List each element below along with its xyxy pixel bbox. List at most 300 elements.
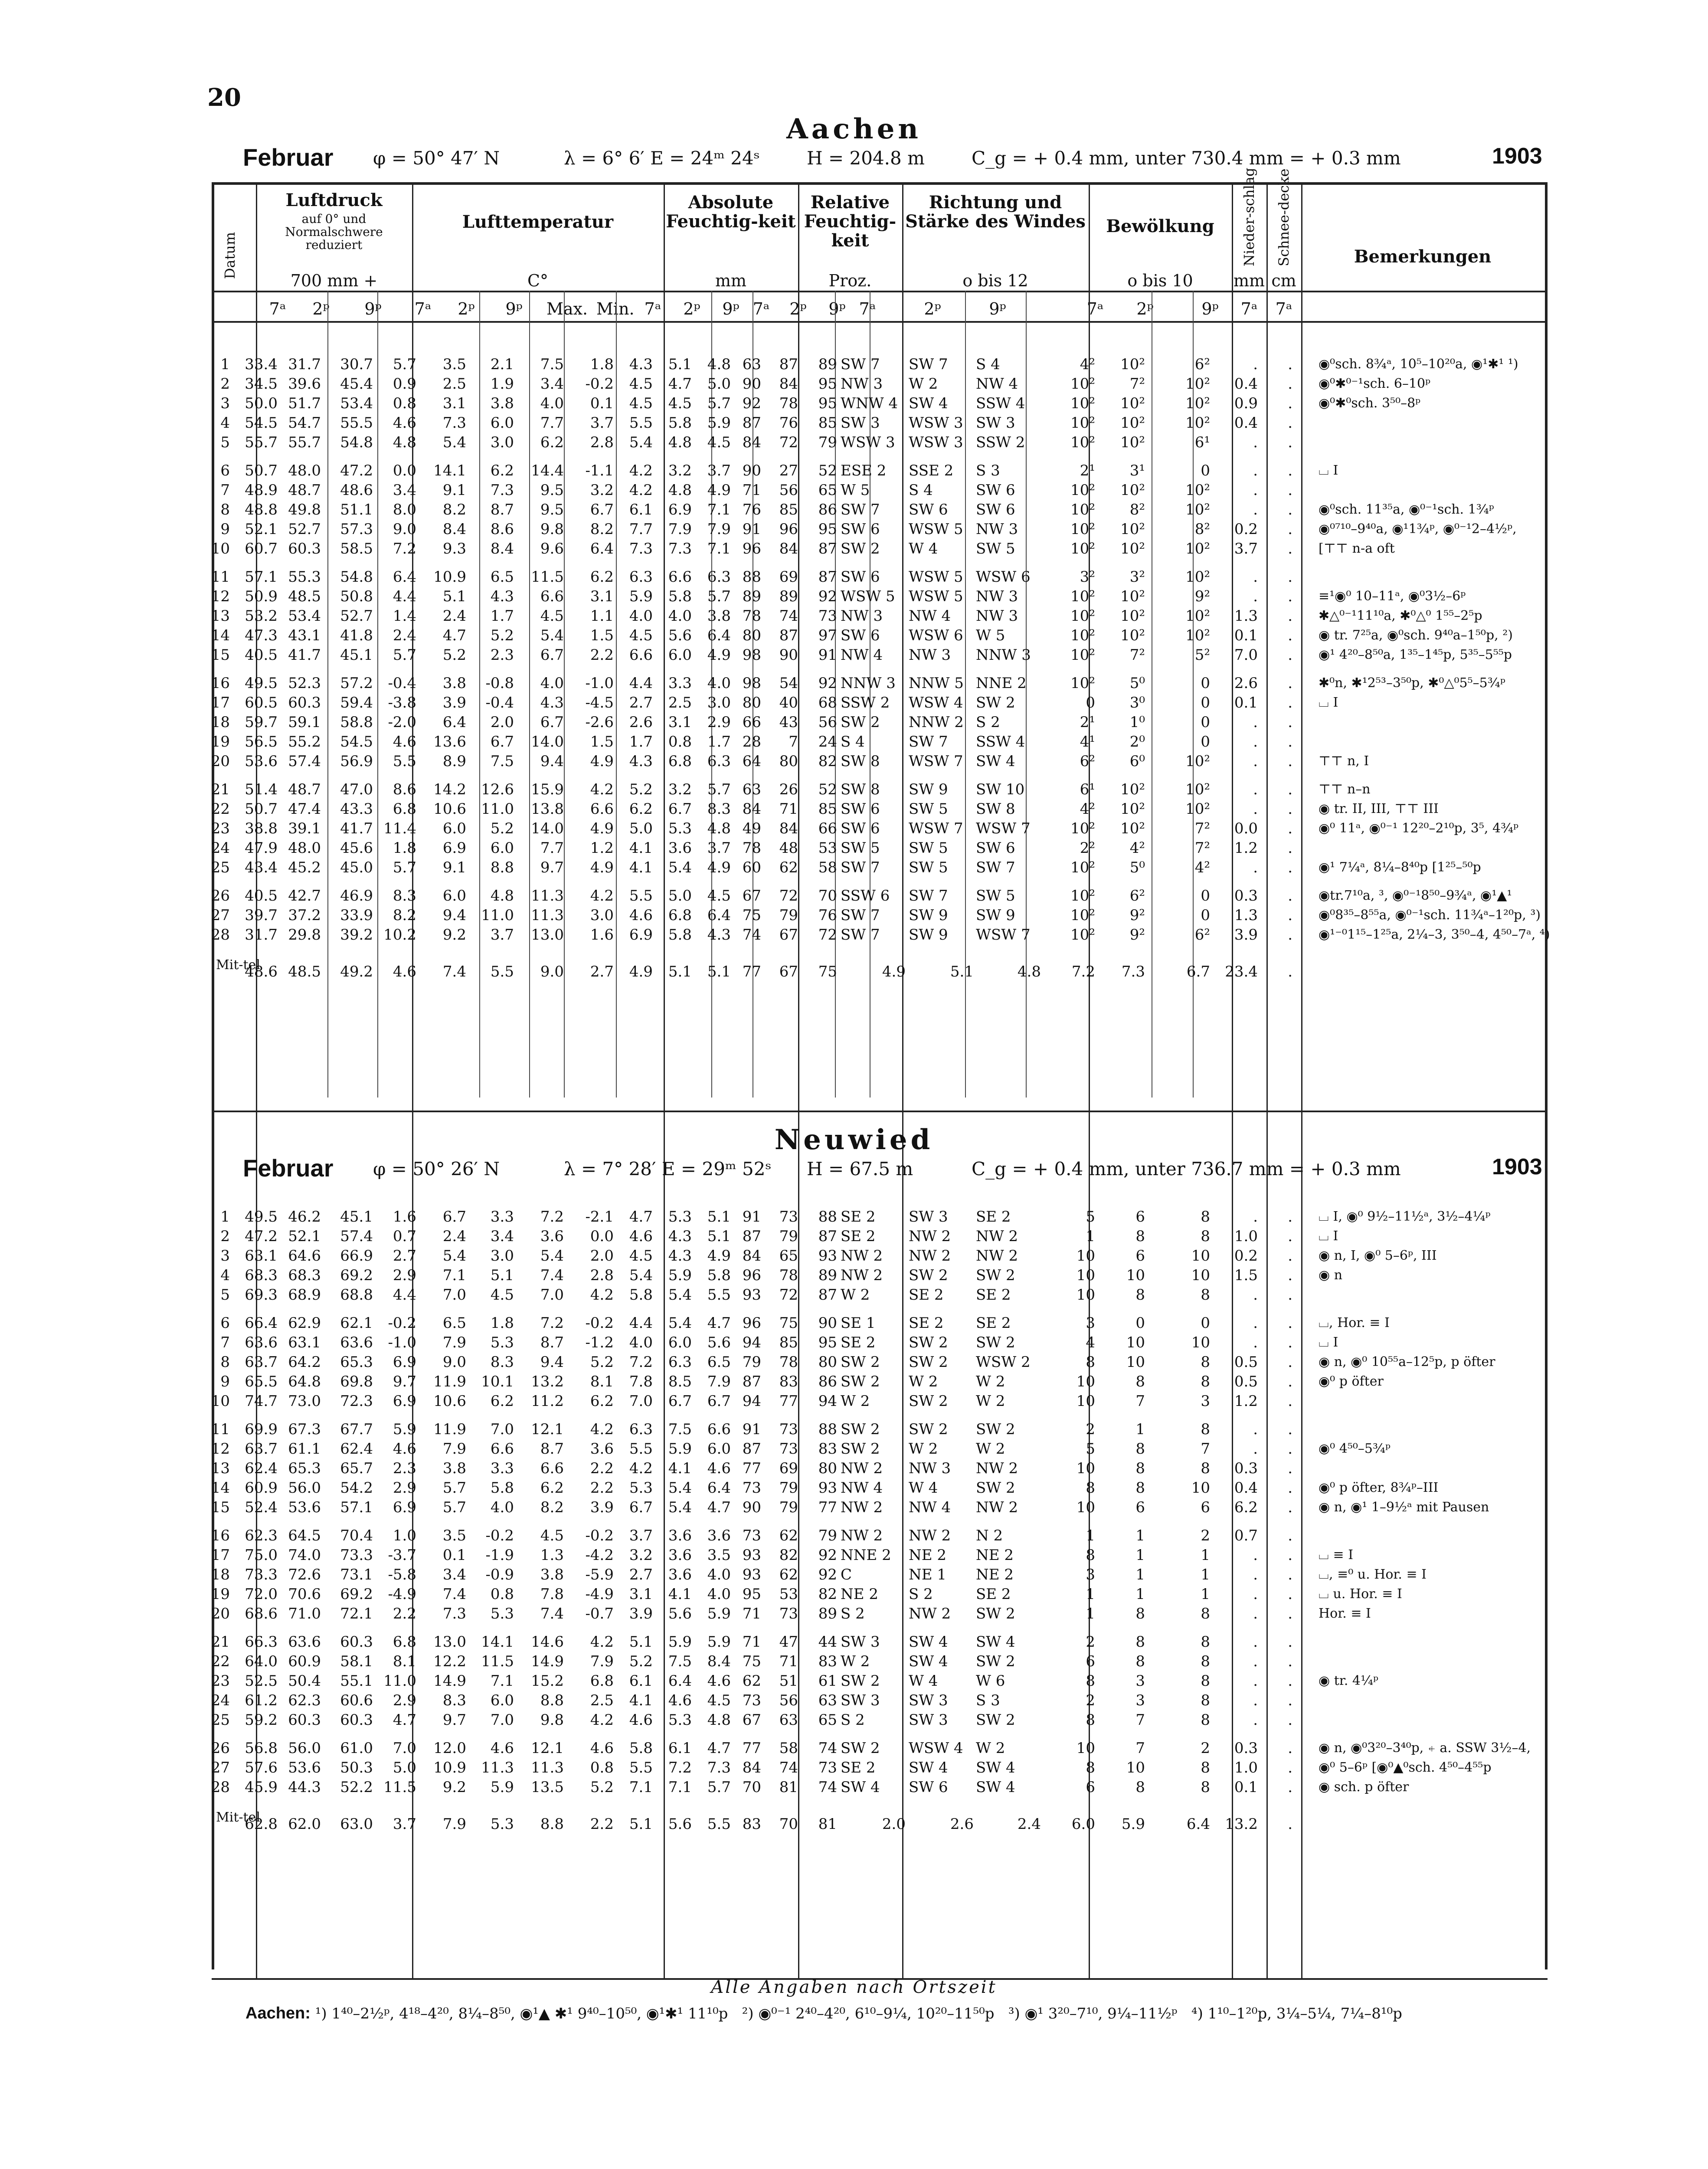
cell: 7.3: [629, 540, 653, 557]
cell: 62.3: [288, 1692, 321, 1709]
cell: 80: [779, 753, 798, 770]
cell: SSW 4: [976, 733, 1025, 750]
cell: 1: [1201, 1566, 1210, 1583]
cell: 60.3: [288, 694, 321, 711]
table-row: [0, 434, 1708, 451]
cell: 2.3: [393, 1460, 416, 1477]
cell: 4.4: [393, 1286, 416, 1304]
cell: 10: [1076, 1392, 1095, 1410]
cell: 10²: [1120, 607, 1145, 625]
header-bewoelkung: Bewölkung: [1106, 216, 1214, 236]
cell: 94: [742, 1392, 761, 1410]
cell: 73: [818, 607, 837, 625]
subheader-13: 9ᵖ: [828, 299, 846, 318]
cell: 39.1: [288, 820, 321, 837]
cell: 53: [818, 839, 837, 857]
cell: 50.7: [245, 462, 278, 479]
cell: 58.8: [340, 714, 373, 731]
cell: 6.7: [629, 1499, 653, 1516]
cell: W 2: [976, 1373, 1005, 1390]
cell: 80: [818, 1460, 837, 1477]
cell: 52.4: [245, 1499, 278, 1516]
cell: 87: [818, 1228, 837, 1245]
cell: 0.9: [393, 375, 416, 393]
cell: 12: [211, 588, 230, 605]
mittel-cell: 48.5: [288, 963, 321, 980]
cell: 4.2: [590, 1286, 614, 1304]
cell: 10: [211, 540, 230, 557]
table-row: [0, 733, 1708, 750]
cell: 78: [742, 839, 761, 857]
table-row: [0, 1208, 1708, 1225]
cell: SW 3: [841, 1633, 880, 1651]
cell: 2.7: [393, 1247, 416, 1265]
cell: 5.0: [393, 1759, 416, 1776]
cell: 17: [211, 694, 230, 711]
cell: 5.9: [393, 1421, 416, 1438]
cell: 1: [1135, 1421, 1145, 1438]
cell: 75: [742, 1653, 761, 1670]
cell: 1: [1135, 1586, 1145, 1603]
cell: 6: [220, 1314, 230, 1332]
cell: 14.9: [433, 1672, 466, 1690]
cell: 11.9: [433, 1421, 466, 1438]
cell: 6.3: [629, 568, 653, 586]
cell: 4.0: [707, 1586, 731, 1603]
cell: NW 2: [909, 1605, 951, 1622]
cell: 64.0: [245, 1653, 278, 1670]
cell: NE 2: [976, 1546, 1014, 1564]
cell: SW 2: [976, 1267, 1015, 1284]
mittel-cell: 7.3: [1121, 963, 1145, 980]
cell: .: [1288, 375, 1292, 393]
cell: 72: [779, 434, 798, 451]
cell: 6.4: [442, 714, 466, 731]
cell: 4.5: [540, 1527, 564, 1544]
cell: 89: [742, 588, 761, 605]
cell: 0.1: [442, 1546, 466, 1564]
table-row: [0, 1633, 1708, 1651]
cell: 7.0: [393, 1740, 416, 1757]
cell: 24: [211, 1692, 230, 1709]
cell: -0.4: [388, 675, 416, 692]
cell: 28: [211, 926, 230, 944]
cell: 2: [1086, 1421, 1095, 1438]
cell: 98: [742, 646, 761, 664]
remark: ◉⁰✱⁰sch. 3⁵⁰–8ᵖ: [1319, 396, 1421, 411]
header-niederschlag: Nieder-schlag: [1241, 167, 1257, 266]
cell: 15: [211, 646, 230, 664]
mittel-cell: 5.1: [950, 963, 974, 980]
cell: 6.0: [707, 1440, 731, 1458]
cell: 5.3: [490, 1334, 514, 1351]
cell: .: [1288, 627, 1292, 644]
cell: .: [1253, 1672, 1258, 1690]
cell: 6.7: [668, 800, 692, 818]
remark: ◉ n: [1319, 1268, 1343, 1283]
cell: 8.5: [668, 1373, 692, 1390]
cell: .: [1288, 1421, 1292, 1438]
cell: 10²: [1185, 501, 1210, 518]
cell: 44.3: [288, 1779, 321, 1796]
cell: 0.1: [1234, 1779, 1258, 1796]
cell: 0.0: [1234, 820, 1258, 837]
cell: 8: [1201, 1605, 1210, 1622]
remark: ◉¹ 7¼ᵃ, 8¼–8⁴⁰p [1²⁵–⁵⁰p: [1319, 860, 1481, 875]
cell: 23: [211, 820, 230, 837]
cell: 22: [211, 1653, 230, 1670]
cell: 5.1: [629, 1633, 653, 1651]
cell: 6.4: [590, 540, 614, 557]
cell: NW 2: [909, 1527, 951, 1544]
cell: 3.1: [629, 1586, 653, 1603]
cell: SE 2: [976, 1314, 1011, 1332]
cell: 92: [742, 395, 761, 412]
cell: 3.6: [668, 1527, 692, 1544]
cell: 6.9: [393, 1392, 416, 1410]
cell: 11.3: [531, 887, 564, 904]
remark: ⊤⊤ n–n: [1319, 782, 1371, 797]
cell: 10: [1191, 1247, 1210, 1265]
cell: 10²: [1070, 521, 1095, 538]
cell: 8: [1201, 1779, 1210, 1796]
cell: 4.7: [393, 1711, 416, 1729]
cell: 30.7: [340, 356, 373, 373]
cell: 1: [1086, 1228, 1095, 1245]
cell: .: [1253, 1208, 1258, 1225]
cell: 7.1: [707, 540, 731, 557]
cell: 5.7: [442, 1479, 466, 1497]
remark: ⌴ I: [1319, 1229, 1338, 1244]
cell: 24: [211, 839, 230, 857]
cell: 7.3: [490, 482, 514, 499]
cell: 4.0: [540, 395, 564, 412]
cell: 75: [779, 1314, 798, 1332]
cell: 5.2: [590, 1779, 614, 1796]
cell: 73.3: [245, 1566, 278, 1583]
cell: .: [1288, 733, 1292, 750]
cell: 0: [1201, 907, 1210, 924]
cell: 6.0: [490, 1692, 514, 1709]
cell: NW 3: [841, 375, 883, 393]
cell: 0.3: [1234, 887, 1258, 904]
cell: 6.7: [540, 714, 564, 731]
cell: 47: [779, 1633, 798, 1651]
cell: 10: [1126, 1267, 1145, 1284]
cell: S 4: [909, 482, 933, 499]
table-row: [0, 356, 1708, 373]
cell: 52.1: [245, 521, 278, 538]
table-row: [0, 395, 1708, 412]
cell: 91: [818, 646, 837, 664]
cell: WSW 5: [909, 588, 963, 605]
cell: 1⁰: [1129, 714, 1145, 731]
cell: 43.1: [288, 627, 321, 644]
cell: .: [1288, 414, 1292, 432]
cell: 81: [779, 1779, 798, 1796]
cell: 78: [779, 1267, 798, 1284]
cell: 1.1: [590, 607, 614, 625]
mittel-cell: 9.0: [540, 963, 564, 980]
cell: 86: [818, 501, 837, 518]
cell: 3.2: [668, 781, 692, 798]
cell: -0.2: [388, 1314, 416, 1332]
cell: 6.7: [668, 1392, 692, 1410]
table-row: [0, 1479, 1708, 1497]
cell: 45.0: [340, 859, 373, 876]
cell: 96: [742, 1267, 761, 1284]
cell: 14.2: [433, 781, 466, 798]
cell: WNW 4: [841, 395, 898, 412]
cell: 87: [818, 568, 837, 586]
cell: 66.3: [245, 1633, 278, 1651]
cell: 4.5: [629, 1247, 653, 1265]
cell: 67.7: [340, 1421, 373, 1438]
cell: 3.7: [707, 839, 731, 857]
cell: 8: [1135, 1605, 1145, 1622]
cell: W 2: [976, 1740, 1005, 1757]
cell: 9.7: [393, 1373, 416, 1390]
cell: 72: [818, 926, 837, 944]
cell: 3.1: [590, 588, 614, 605]
cell: SW 6: [976, 501, 1015, 518]
cell: 6.3: [707, 753, 731, 770]
cell: NNW 2: [909, 714, 964, 731]
cell: .: [1288, 1605, 1292, 1622]
cell: 74.7: [245, 1392, 278, 1410]
cell: 41.7: [288, 646, 321, 664]
cell: 17: [211, 1546, 230, 1564]
cell: 46.9: [340, 887, 373, 904]
cell: 9.2: [442, 1779, 466, 1796]
cell: .: [1288, 501, 1292, 518]
cell: 72.3: [340, 1392, 373, 1410]
cell: 92: [818, 675, 837, 692]
cell: 65.3: [288, 1460, 321, 1477]
cell: 8.7: [540, 1440, 564, 1458]
cell: 26: [211, 887, 230, 904]
mittel-cell: 4.9: [629, 963, 653, 980]
cell: WSW 6: [976, 568, 1031, 586]
mittel-cell: 48.6: [245, 963, 278, 980]
cell: 13.0: [531, 926, 564, 944]
cell: 0.5: [1234, 1353, 1258, 1371]
cell: 3.2: [590, 482, 614, 499]
cell: 3.8: [707, 607, 731, 625]
cell: SW 3: [909, 1711, 948, 1729]
mittel-cell: 7.2: [1071, 963, 1095, 980]
cell: 4.4: [393, 588, 416, 605]
cell: 6.6: [707, 1421, 731, 1438]
mittel-cell: 62.0: [288, 1815, 321, 1833]
cell: SW 2: [841, 1353, 880, 1371]
cell: 0.4: [1234, 1479, 1258, 1497]
cell: 50.4: [288, 1672, 321, 1690]
remark: ⌴ I: [1319, 1335, 1338, 1350]
cell: 10: [1076, 1740, 1095, 1757]
cell: 2.4: [442, 607, 466, 625]
cell: 10²: [1185, 482, 1210, 499]
cell: S 3: [976, 1692, 1000, 1709]
cell: 63.1: [245, 1247, 278, 1265]
cell: 10: [211, 1392, 230, 1410]
cell: 8.1: [393, 1653, 416, 1670]
cell: 8: [1086, 1711, 1095, 1729]
cell: .: [1288, 1247, 1292, 1265]
cell: 43: [779, 714, 798, 731]
subheader-0: 7ᵃ: [269, 299, 286, 318]
cell: 3²: [1129, 568, 1145, 586]
cell: .: [1253, 1653, 1258, 1670]
cell: 93: [818, 1479, 837, 1497]
cell: 7.2: [540, 1208, 564, 1225]
cell: 10.1: [481, 1373, 514, 1390]
cell: 64.6: [288, 1247, 321, 1265]
cell: 57.6: [245, 1759, 278, 1776]
cell: -5.8: [388, 1566, 416, 1583]
cell: 0.1: [1234, 694, 1258, 711]
cell: 72: [779, 887, 798, 904]
remark: ⌴, ≡⁰ u. Hor. ≡ I: [1319, 1567, 1427, 1582]
subheader-1: 2ᵖ: [312, 299, 330, 318]
cell: 3.1: [668, 714, 692, 731]
cell: -2.0: [388, 714, 416, 731]
cell: W 2: [909, 1440, 938, 1458]
cell: 0.8: [668, 733, 692, 750]
cell: 0: [1086, 694, 1095, 711]
remark: Hor. ≡ I: [1319, 1606, 1371, 1621]
cell: 8: [1086, 1479, 1095, 1497]
cell: 71: [779, 1653, 798, 1670]
cell: 54: [779, 675, 798, 692]
cell: SW 6: [909, 1779, 948, 1796]
cell: NW 2: [976, 1499, 1018, 1516]
cell: 3.0: [707, 694, 731, 711]
cell: NW 2: [909, 1228, 951, 1245]
cell: .: [1288, 1779, 1292, 1796]
cell: 46.2: [288, 1208, 321, 1225]
remark: ✱⁰n, ✱¹2⁵³–3⁵⁰p, ✱⁰△⁰5⁵–5¾ᵖ: [1319, 675, 1505, 691]
cell: SW 2: [909, 1353, 948, 1371]
header-abs-unit: mm: [715, 271, 747, 290]
remark: ◉ n, ◉⁰ 10⁵⁵a–12⁵p, p öfter: [1319, 1354, 1495, 1370]
cell: -0.4: [485, 694, 514, 711]
cell: 5.5: [629, 1440, 653, 1458]
cell: 8: [1135, 1286, 1145, 1304]
cell: 5⁰: [1129, 859, 1145, 876]
cell: NW 3: [909, 646, 951, 664]
cell: NW 4: [909, 1499, 951, 1516]
cell: 1: [1086, 1605, 1095, 1622]
mittel-cell: 4.8: [1017, 963, 1041, 980]
cell: 10²: [1120, 800, 1145, 818]
cell: 4.7: [442, 627, 466, 644]
cell: 7.3: [442, 1605, 466, 1622]
remark: ⌴ I, ◉⁰ 9½–11½ᵃ, 3½–4¼ᵖ: [1319, 1209, 1491, 1224]
cell: 5.7: [707, 395, 731, 412]
cell: 58.5: [340, 540, 373, 557]
cell: 80: [818, 1353, 837, 1371]
cell: 4.3: [540, 694, 564, 711]
cell: 57.3: [340, 521, 373, 538]
cell: 7.2: [668, 1759, 692, 1776]
cell: 10²: [1070, 501, 1095, 518]
cell: SE 2: [841, 1759, 876, 1776]
header-luftdruck-sub: auf 0° und Normalschwere reduziert: [285, 212, 383, 252]
cell: 84: [742, 1759, 761, 1776]
cell: SE 2: [909, 1286, 944, 1304]
cell: SW 10: [976, 781, 1025, 798]
cell: 5.0: [629, 820, 653, 837]
cell: 6.0: [442, 887, 466, 904]
cell: SSW 2: [976, 434, 1025, 451]
subheader-14: 7ᵃ: [859, 299, 876, 318]
cell: .: [1288, 1692, 1292, 1709]
cell: 12.2: [433, 1653, 466, 1670]
cell: 5.6: [668, 1605, 692, 1622]
cell: .: [1253, 356, 1258, 373]
cell: -1.9: [485, 1546, 514, 1564]
cell: S 3: [976, 462, 1000, 479]
cell: .: [1253, 1692, 1258, 1709]
table-row: [0, 482, 1708, 499]
cell: 13.5: [531, 1779, 564, 1796]
mittel-cell: 2.2: [590, 1815, 614, 1833]
remark: ◉ tr. II, III, ⊤⊤ III: [1319, 801, 1439, 816]
cell: 53.6: [245, 753, 278, 770]
cell: 2.1: [490, 356, 514, 373]
table-row: [0, 1605, 1708, 1622]
cell: SE 2: [841, 1208, 876, 1225]
cell: NE 2: [841, 1586, 879, 1603]
cell: 74: [779, 607, 798, 625]
cell: SE 2: [909, 1314, 944, 1332]
cell: .: [1288, 1286, 1292, 1304]
cell: 73.0: [288, 1392, 321, 1410]
cell: 8: [1201, 1711, 1210, 1729]
cell: 65: [818, 482, 837, 499]
cell: W 2: [909, 1373, 938, 1390]
cell: 4.8: [668, 434, 692, 451]
cell: 54.8: [340, 568, 373, 586]
cell: 3.5: [442, 356, 466, 373]
cell: 4.7: [707, 1314, 731, 1332]
mittel-cell: .: [1288, 1815, 1292, 1833]
cell: 43.4: [245, 859, 278, 876]
cell: 66: [742, 714, 761, 731]
cell: 6.0: [490, 839, 514, 857]
cell: 5.7: [707, 588, 731, 605]
cell: 6.3: [707, 568, 731, 586]
cell: 2²: [1080, 839, 1095, 857]
cell: WSW 7: [909, 753, 963, 770]
cell: 45.9: [245, 1779, 278, 1796]
cell: 50.0: [245, 395, 278, 412]
cell: NW 2: [841, 1247, 883, 1265]
neuwied-month: Februar: [243, 1154, 334, 1182]
cell: SSW 4: [976, 395, 1025, 412]
cell: 4.2: [590, 1421, 614, 1438]
cell: SW 5: [909, 859, 948, 876]
cell: .: [1288, 1672, 1292, 1690]
cell: 4.6: [668, 1692, 692, 1709]
table-row: [0, 521, 1708, 538]
header-wind-unit: o bis 12: [962, 271, 1028, 290]
cell: 71.0: [288, 1605, 321, 1622]
cell: 2: [220, 1228, 230, 1245]
cell: 10²: [1070, 434, 1095, 451]
table-row: [0, 1460, 1708, 1477]
